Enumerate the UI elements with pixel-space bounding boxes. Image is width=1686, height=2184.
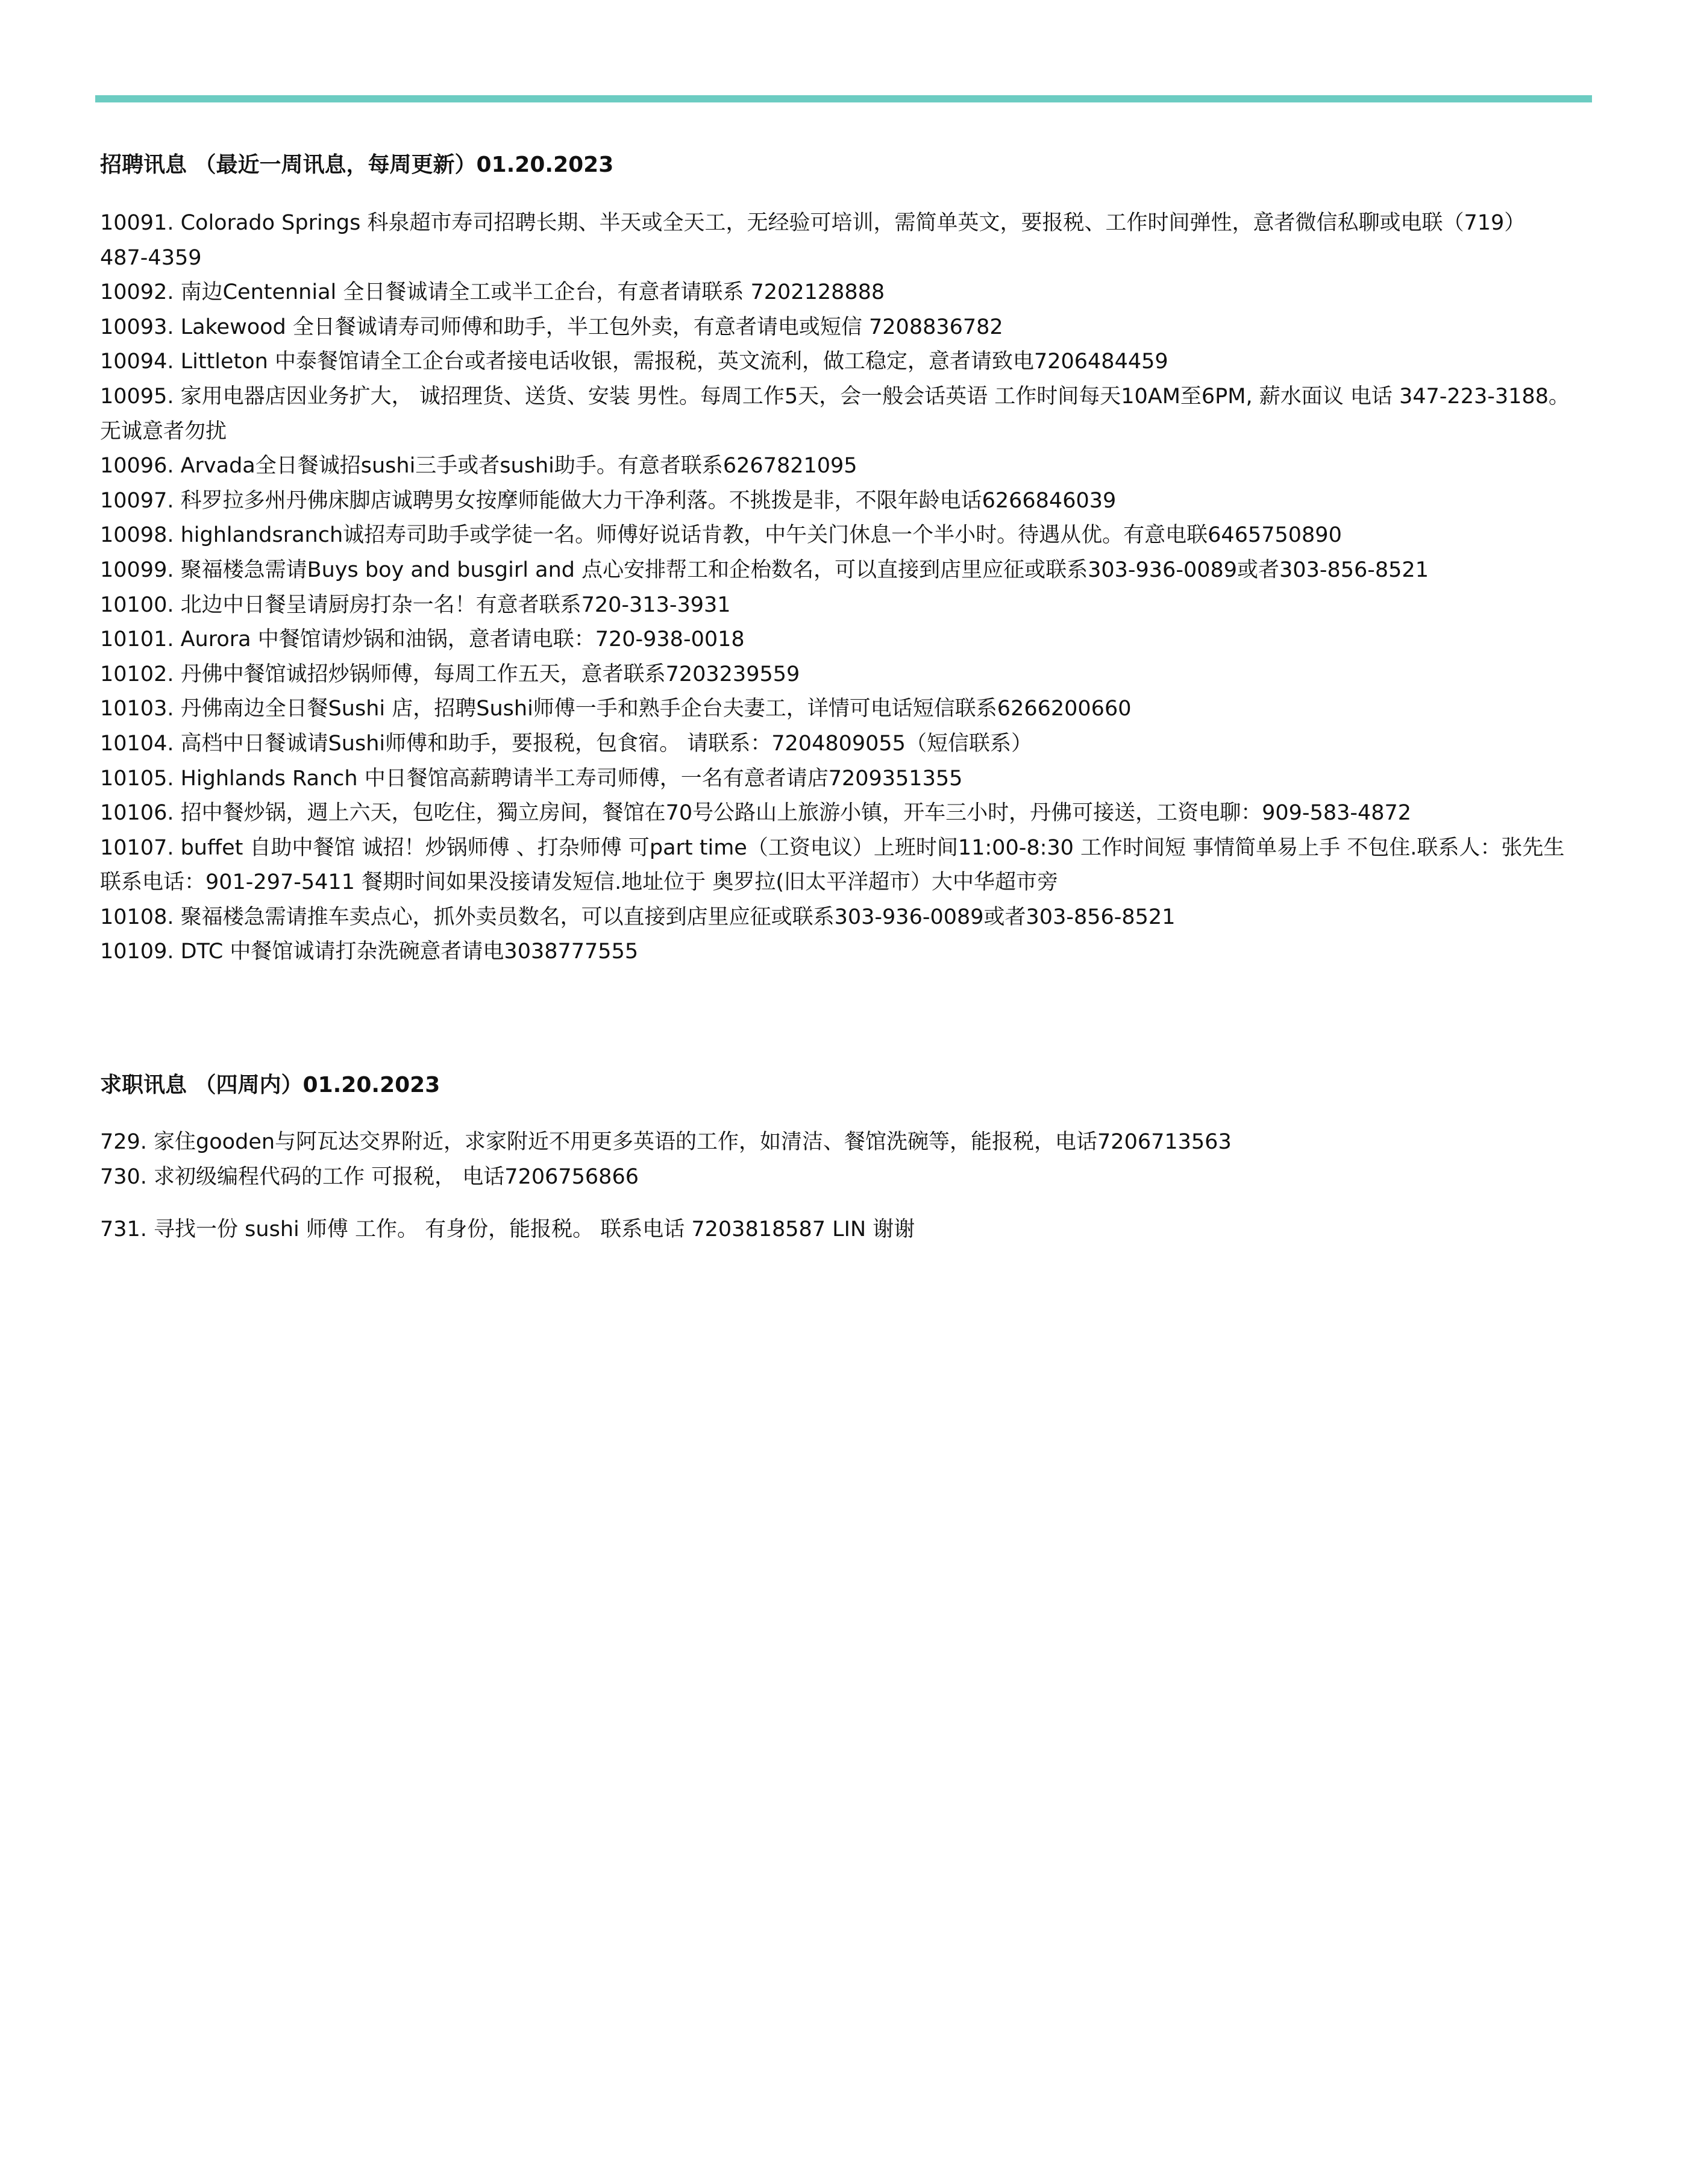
hiring-listing: 10091. Colorado Springs 科泉超市寿司招聘长期、半天或全天工，无经验可培训，需简单英文，要报税、工作时间弹性，意者微信私聊或电联（719）487-4359 [100,211,1526,270]
seeking-list-continued [100,1213,1570,1247]
seeking-listing: 729. 家住gooden与阿瓦达交界附近，求家附近不用更多英语的工作，如清洁、餐馆洗碗等，能报税，电话7206713563 [100,1130,1232,1155]
hiring-listing: 10092. 南边Centennial 全日餐诚请全工或半工企台，有意者请联系 7202128888 [100,280,885,305]
hiring-listing: 10096. Arvada全日餐诚招sushi三手或者sushi助手。有意者联系6267821095 [100,454,857,479]
hiring-listing: 10101. Aurora 中餐馆请炒锅和油锅，意者请电联：720-938-0018 [100,627,745,652]
seeking-section [100,1068,1570,1247]
hiring-listing: 10103. 丹佛南边全日餐Sushi 店，招聘Sushi师傅一手和熟手企台夫妻工，详情可电话短信联系6266200660 [100,697,1132,721]
hiring-listing: 10102. 丹佛中餐馆诚招炒锅师傅，每周工作五天，意者联系7203239559 [100,662,800,686]
header-divider [95,95,1592,102]
hiring-listing: 10100. 北边中日餐呈请厨房打杂一名！有意者联系720-313-3931 [100,592,731,617]
hiring-listing: 10106. 招中餐炒锅，週上六天，包吃住，獨立房间，餐馆在70号公路山上旅游小镇，开车三小时，丹佛可接送，工资电聊：909-583-4872 [100,801,1412,826]
hiring-listing: 10104. 高档中日餐诚请Sushi师傅和助手，要报税，包食宿。 请联系：7204809055（短信联系） [100,731,1032,756]
hiring-listing: 10105. Highlands Ranch 中日餐馆高薪聘请半工寿司师傅，一名有意者请店7209351355 [100,766,963,791]
seeking-list [100,1125,1570,1194]
hiring-listing: 10109. DTC 中餐馆诚请打杂洗碗意者请电3038777555 [100,940,639,964]
hiring-listing: 10095. 家用电器店因业务扩大， 诚招理货、送货、安装 男性。每周工作5天，会一般会话英语 工作时间每天10AM至6PM, 薪水面议 电话 347-223-3188。无诚意者勿扰 [100,384,1570,444]
hiring-listing: 10097. 科罗拉多州丹佛床脚店诚聘男女按摩师能做大力干净利落。不挑拨是非，不限年龄电话6266846039 [100,488,1117,513]
hiring-listing: 10098. highlandsranch诚招寿司助手或学徒一名。师傅好说话肯教，中午关门休息一个半小时。待遇从优。有意电联6465750890 [100,523,1342,548]
hiring-listing: 10099. 聚福楼急需请Buys boy and busgirl and 点心安排帮工和企枱数名，可以直接到店里应征或联系303-936-0089或者303-856-8521 [100,557,1429,582]
seeking-heading: 求职讯息 （四周内）01.20.2023 [100,1073,440,1098]
hiring-listing: 10094. Littleton 中泰餐馆请全工企台或者接电话收银，需报税，英文流利，做工稳定，意者请致电7206484459 [100,350,1168,374]
seeking-listing: 730. 求初级编程代码的工作 可报税， 电话7206756866 [100,1164,639,1189]
page-content [100,148,1570,1247]
seeking-listing: 731. 寻找一份 sushi 师傅 工作。 有身份，能报税。 联系电话 7203818587 LIN 谢谢 [100,1217,915,1242]
hiring-listing: 10107. buffet 自助中餐馆 诚招！炒锅师傅 、打杂师傅 可part time（工资电议）上班时间11:00-8:30 工作时间短 事情简单易上手 不包住.联系人：张先生 联系电话：901-297-5411 餐期时间如果没接请发短信.地址位于 奥罗拉(旧太平洋超市）大中华超市旁 [100,835,1565,895]
hiring-list [100,206,1570,970]
hiring-listing: 10108. 聚福楼急需请推车卖点心，抓外卖员数名，可以直接到店里应征或联系303-936-0089或者303-856-8521 [100,905,1176,929]
hiring-section [100,148,1570,970]
hiring-heading: 招聘讯息 （最近一周讯息，每周更新）01.20.2023 [100,152,614,177]
hiring-listing: 10093. Lakewood 全日餐诚请寿司师傅和助手，半工包外卖，有意者请电或短信 7208836782 [100,315,1003,339]
